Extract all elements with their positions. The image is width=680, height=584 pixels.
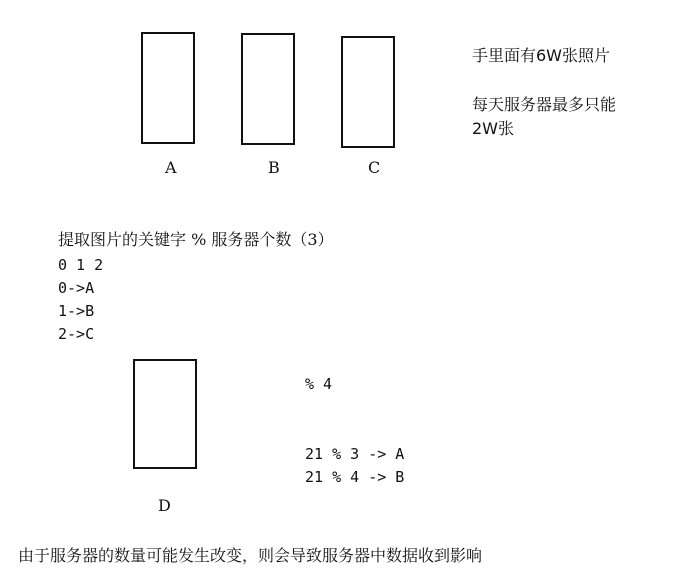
server-d-label: D — [158, 496, 171, 515]
server-b-label: B — [268, 158, 280, 177]
modulo-four-label: % 4 — [305, 375, 333, 393]
mapping-1: 1->B — [58, 302, 95, 320]
mapping-0: 0->A — [58, 279, 95, 297]
server-d-box — [133, 359, 197, 469]
photo-count-note: 手里面有6W张照片 — [472, 46, 611, 65]
conclusion-text: 由于服务器的数量可能发生改变，则会导致服务器中数据收到影响 — [18, 546, 483, 565]
capacity-note-line2: 2W张 — [472, 119, 515, 138]
hash-rule-title: 提取图片的关键字 % 服务器个数（3） — [58, 230, 334, 249]
hash-indices: 0 1 2 — [58, 256, 104, 274]
server-a-label: A — [165, 158, 177, 177]
server-c-box — [341, 36, 395, 148]
modulo-example-2: 21 % 4 -> B — [305, 468, 405, 486]
capacity-note-line1: 每天服务器最多只能 — [472, 95, 617, 114]
server-c-label: C — [368, 158, 381, 177]
mapping-2: 2->C — [58, 325, 95, 343]
server-a-box — [141, 32, 195, 144]
modulo-example-1: 21 % 3 -> A — [305, 445, 405, 463]
server-b-box — [241, 33, 295, 145]
